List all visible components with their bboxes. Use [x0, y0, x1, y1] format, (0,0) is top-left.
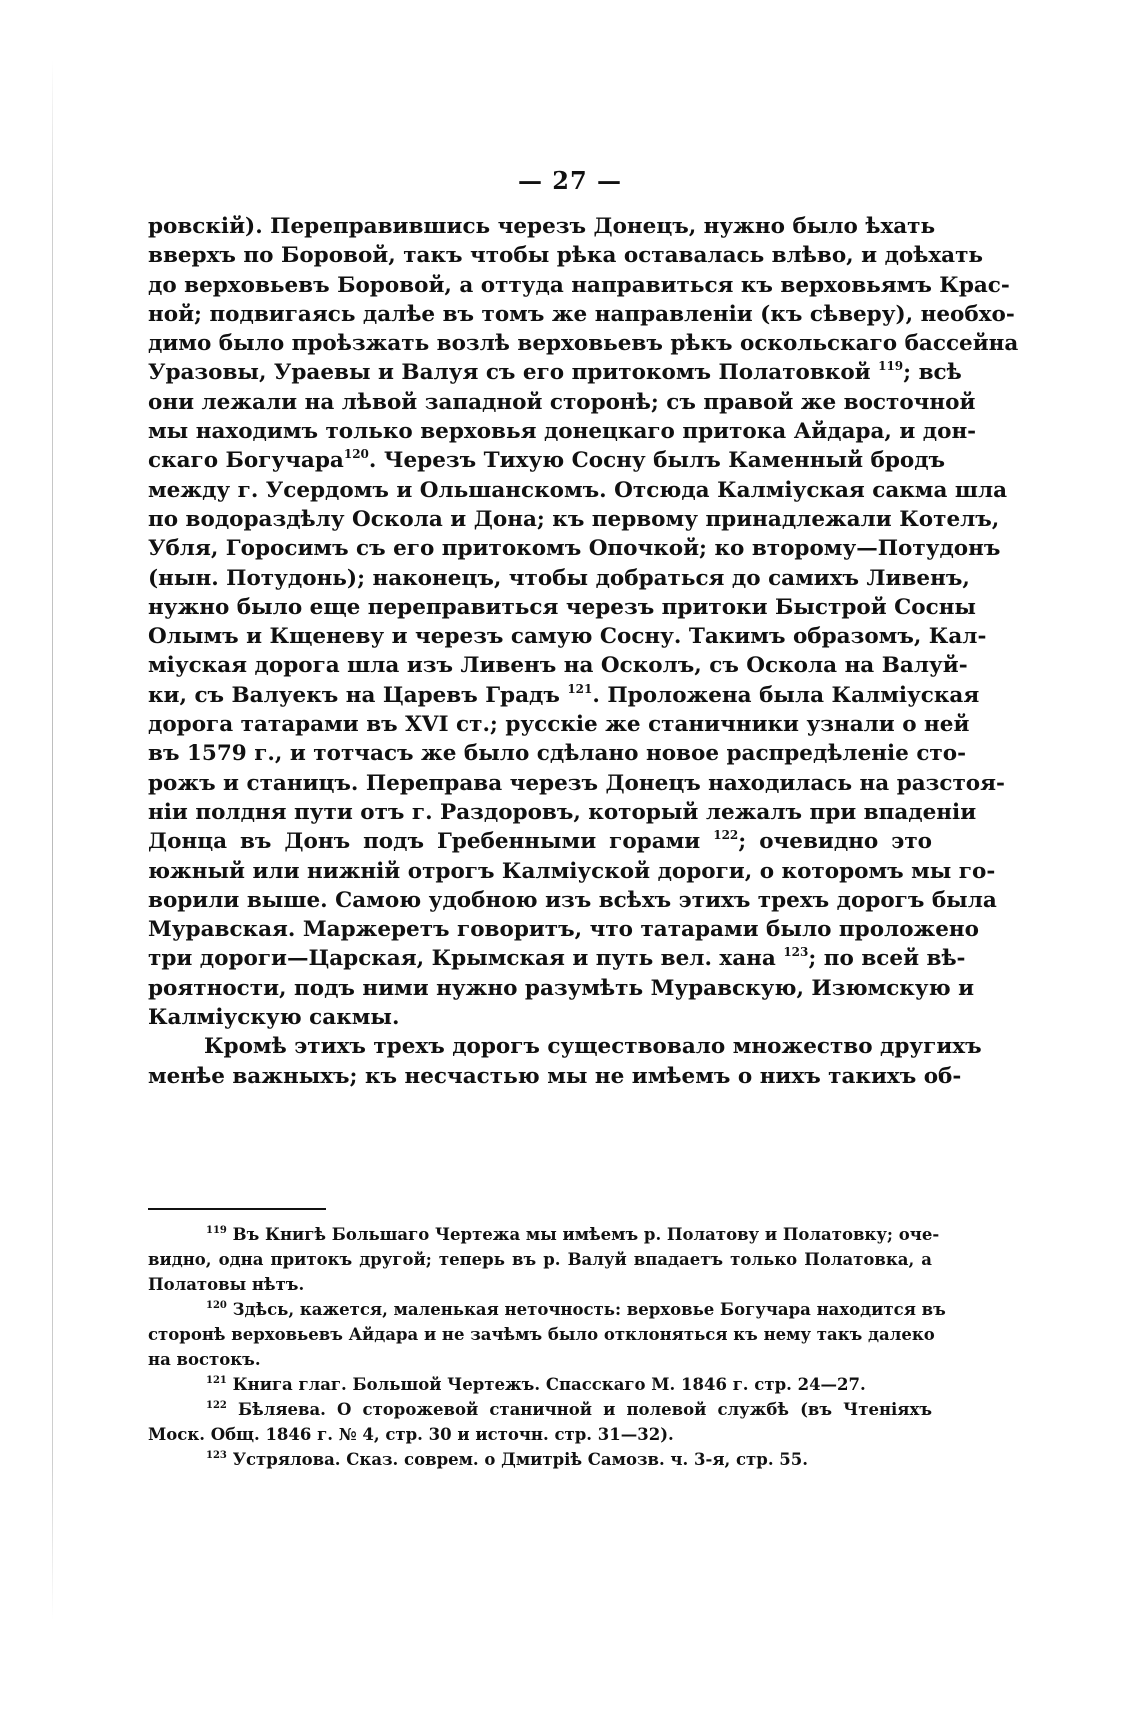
text-segment: ки, съ Валуекъ на Царевъ Градъ — [148, 682, 568, 708]
footnote-ref[interactable]: 121 — [567, 681, 593, 696]
footnote-text: Бѣляева. О сторожевой станичной и полевой службѣ (въ Чтеніяхъ — [226, 1400, 932, 1419]
footnote-text: Устрялова. Сказ. соврем. о Дмитріѣ Самозв. ч. 3-я, стр. 55. — [226, 1450, 809, 1469]
footnote-number: 121 — [206, 1375, 227, 1386]
footnote-text: Въ Книгѣ Большаго Чертежа мы имѣемъ р. Полатову и Полатовку; оче- — [226, 1225, 940, 1244]
main-text — [148, 212, 1019, 1091]
footnote-ref[interactable]: 123 — [783, 945, 809, 960]
text-line — [148, 827, 932, 856]
scan-page-edge — [52, 60, 53, 1620]
footnote-text: Здѣсь, кажется, маленькая неточность: верховье Богучара находится въ — [226, 1300, 946, 1319]
text-segment: Уразовы, Ураевы и Валуя съ его притокомъ Полатовкой — [148, 360, 879, 386]
footnote-line — [148, 1372, 932, 1397]
text-segment: . Черезъ Тихую Сосну былъ Каменный бродъ — [368, 448, 946, 474]
text-line: по водораздѣлу Оскола и Дона; къ первому принадлежали Котелъ, — [148, 506, 1000, 532]
footnote-line — [148, 1447, 932, 1472]
text-line — [148, 446, 946, 475]
text-line: димо было проѣзжать возлѣ верховьевъ рѣкъ оскольскаго бассейна — [148, 331, 1019, 357]
footnote-line — [148, 1222, 940, 1247]
page-number: — 27 — — [517, 166, 623, 195]
text-line: Калміускую сакмы. — [148, 1005, 400, 1031]
footnote-separator — [148, 1208, 326, 1210]
text-segment: три дороги—Царская, Крымская и путь вел. хана — [148, 946, 784, 972]
text-line — [148, 944, 966, 973]
text-line: между г. Усердомъ и Ольшанскомъ. Отсюда Калміуская сакма шла — [148, 477, 1008, 503]
footnote-ref[interactable]: 119 — [878, 359, 904, 374]
text-line: мы находимъ только верховья донецкаго притока Айдара, и дон- — [148, 419, 977, 445]
text-line: въ 1579 г., и тотчасъ же было сдѣлано новое распредѣленіе сто- — [148, 741, 967, 767]
text-segment: Донца въ Донъ подъ Гребенными горами — [148, 829, 714, 855]
text-line — [148, 358, 962, 387]
footnote-ref[interactable]: 122 — [713, 828, 739, 843]
text-segment: . Проложена была Калміуская — [592, 682, 980, 708]
text-line: южный или нижній отрогъ Калміуской дороги, о которомъ мы го- — [148, 858, 996, 884]
footnote-line — [148, 1397, 932, 1422]
footnote-number: 119 — [206, 1225, 227, 1236]
footnote-line: видно, одна притокъ другой; теперь въ р. Валуй впадаетъ только Полатовка, а — [148, 1250, 932, 1269]
text-line: (нын. Потудонь); наконецъ, чтобы добраться до самихъ Ливенъ, — [148, 565, 970, 591]
text-line: дорога татарами въ XVI ст.; русскіе же станичники узнали о ней — [148, 712, 970, 738]
footnote-text: Книга глаг. Большой Чертежъ. Спасскаго М. 1846 г. стр. 24—27. — [226, 1375, 866, 1394]
footnote-number: 123 — [206, 1450, 227, 1461]
text-line — [148, 681, 980, 710]
text-line: ворили выше. Самою удобною изъ всѣхъ этихъ трехъ дорогъ была — [148, 887, 997, 913]
text-segment: скаго Богучара — [148, 448, 344, 474]
footnote-line: сторонѣ верховьевъ Айдара и не зачѣмъ было отклоняться къ нему такъ далеко — [148, 1325, 935, 1344]
footnote-number: 122 — [206, 1400, 227, 1411]
text-line: Кромѣ этихъ трехъ дорогъ существовало множество другихъ — [204, 1034, 982, 1060]
footnote-line: Моск. Общ. 1846 г. № 4, стр. 30 и источн. стр. 31—32). — [148, 1425, 674, 1444]
text-segment: ; очевидно это — [738, 829, 932, 855]
footnote-line: Полатовы нѣтъ. — [148, 1275, 305, 1294]
text-segment: ; всѣ — [903, 360, 962, 386]
text-line: міуская дорога шла изъ Ливенъ на Осколъ, съ Оскола на Валуй- — [148, 653, 968, 679]
text-line: нужно было еще переправиться черезъ притоки Быстрой Сосны — [148, 594, 976, 620]
text-line: вверхъ по Боровой, такъ чтобы рѣка оставалась влѣво, и доѣхать — [148, 243, 984, 269]
text-line: они лежали на лѣвой западной сторонѣ; съ правой же восточной — [148, 389, 976, 415]
text-line: Убля, Горосимъ съ его притокомъ Опочкой; ко второму—Потудонъ — [148, 536, 1001, 562]
footnotes — [148, 1222, 946, 1472]
text-line: ніи полдня пути отъ г. Раздоровъ, который лежалъ при впаденіи — [148, 799, 977, 825]
text-line: менѣе важныхъ; къ несчастью мы не имѣемъ о нихъ такихъ об- — [148, 1063, 962, 1089]
text-line: ровскій). Переправившись черезъ Донецъ, нужно было ѣхать — [148, 214, 936, 239]
footnote-line — [148, 1297, 946, 1322]
footnote-line: на востокъ. — [148, 1350, 261, 1369]
text-segment: ; по всей вѣ- — [808, 946, 966, 972]
text-line: роятности, подъ ними нужно разумѣть Муравскую, Изюмскую и — [148, 975, 975, 1001]
text-line: Муравская. Маржеретъ говоритъ, что татарами было проложено — [148, 917, 980, 943]
text-line: до верховьевъ Боровой, а оттуда направиться къ верховьямъ Крас- — [148, 272, 1010, 298]
text-line: Олымъ и Кщеневу и черезъ самую Сосну. Такимъ образомъ, Кал- — [148, 624, 987, 650]
text-line: ной; подвигаясь далѣе въ томъ же направленіи (къ сѣверу), необхо- — [148, 301, 1015, 327]
text-line: рожъ и станицъ. Переправа черезъ Донецъ находилась на разстоя- — [148, 770, 1005, 796]
footnote-number: 120 — [206, 1300, 227, 1311]
footnote-ref[interactable]: 120 — [343, 447, 369, 462]
